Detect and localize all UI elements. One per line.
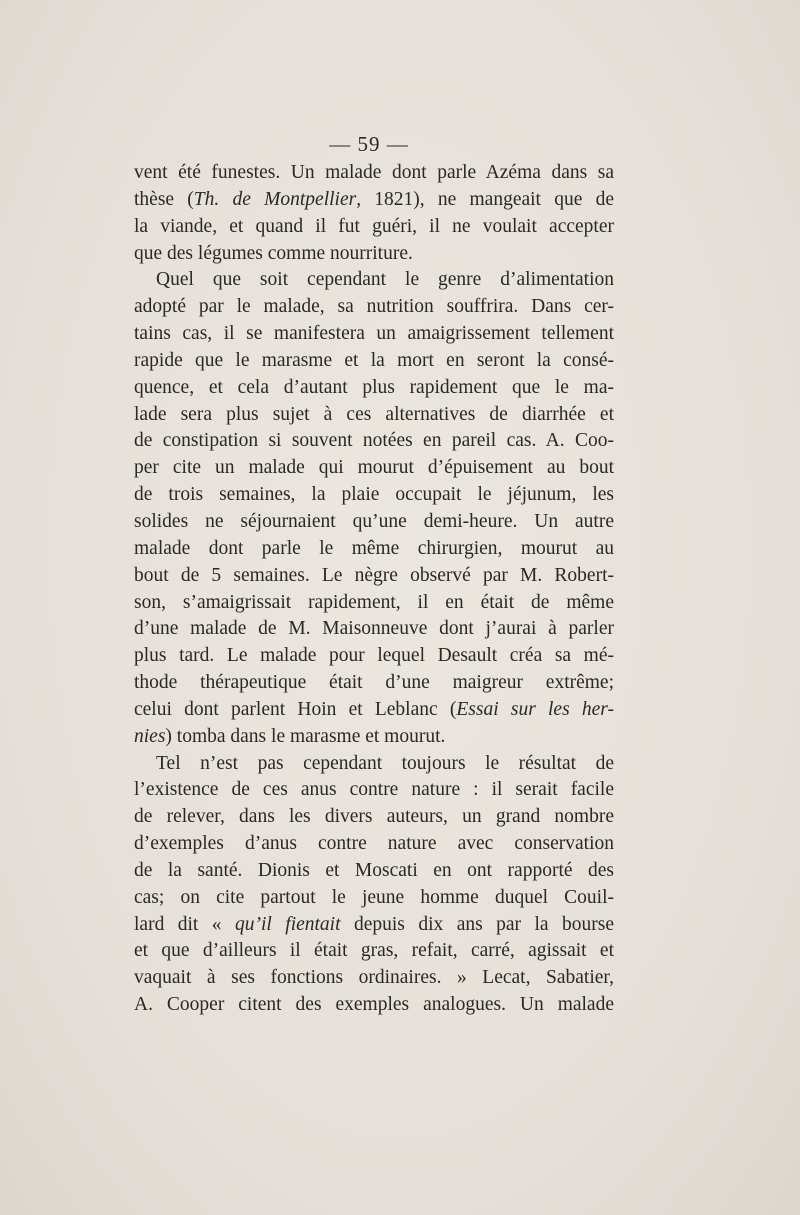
text-line: tains cas, il se manifestera un amaigrissement tellement — [134, 323, 614, 345]
text-line: de constipation si souvent notées en pareil cas. A. Coo- — [134, 430, 614, 452]
text-line: l’existence de ces anus contre nature : il serait facile — [134, 779, 614, 801]
paragraph — [134, 160, 614, 267]
text-line: Quel que soit cependant le genre d’alimentation — [156, 269, 614, 291]
text-line: vaquait à ses fonctions ordinaires. » Lecat, Sabatier, — [134, 967, 614, 989]
text-line: thèse (Th. de Montpellier, 1821), ne mangeait que de — [134, 188, 614, 210]
page-number: — 59 — — [329, 132, 409, 156]
text-line: quence, et cela d’autant plus rapidement que le ma- — [134, 376, 614, 398]
text-line: solides ne séjournaient qu’une demi-heure. Un autre — [134, 510, 614, 532]
text-line: malade dont parle le même chirurgien, mourut au — [134, 537, 614, 559]
text-line: A. Cooper citent des exemples analogues. Un malade — [134, 994, 614, 1016]
text-line: rapide que le marasme et la mort en seront la consé- — [134, 349, 614, 371]
text-line: que des légumes comme nourriture. — [134, 242, 413, 264]
body-text — [134, 160, 614, 1019]
text-line: celui dont parlent Hoin et Leblanc (Essai sur les her- — [134, 698, 614, 720]
text-line: lade sera plus sujet à ces alternatives de diarrhée et — [134, 403, 614, 425]
text-line: Tel n’est pas cependant toujours le résultat de — [156, 752, 614, 774]
text-line: lard dit « qu’il fientait depuis dix ans par la bourse — [134, 913, 614, 935]
text-line: de la santé. Dionis et Moscati en ont rapporté des — [134, 859, 614, 881]
text-line: son, s’amaigrissait rapidement, il en était de même — [134, 591, 614, 613]
italic-text: qu’il fientait — [235, 913, 341, 935]
text-line: cas; on cite partout le jeune homme duquel Couil- — [134, 886, 614, 908]
text-line: de trois semaines, la plaie occupait le jéjunum, les — [134, 484, 614, 506]
text-line: bout de 5 semaines. Le nègre observé par M. Robert- — [134, 564, 614, 586]
text-line: d’une malade de M. Maisonneuve dont j’aurai à parler — [134, 618, 614, 640]
text-line: d’exemples d’anus contre nature avec conservation — [134, 833, 614, 855]
text-line: la viande, et quand il fut guéri, il ne voulait accepter — [134, 215, 614, 237]
text-line: plus tard. Le malade pour lequel Desault créa sa mé- — [134, 645, 614, 667]
text-line: vent été funestes. Un malade dont parle Azéma dans sa — [134, 162, 614, 183]
text-line: nies) tomba dans le marasme et mourut. — [134, 725, 446, 747]
text-line: thode thérapeutique était d’une maigreur extrême; — [134, 672, 614, 694]
italic-text: Th. de Montpellier — [193, 188, 357, 210]
text-line: adopté par le malade, sa nutrition souffrira. Dans cer- — [134, 296, 614, 318]
text-line: de relever, dans les divers auteurs, un grand nombre — [134, 806, 614, 828]
paragraph — [134, 267, 614, 750]
text-line: per cite un malade qui mourut d’épuisement au bout — [134, 457, 614, 479]
text-line: et que d’ailleurs il était gras, refait, carré, agissait et — [134, 940, 614, 962]
italic-text: Essai sur les her- — [456, 698, 614, 720]
paragraph — [134, 751, 614, 1019]
italic-text: nies — [134, 725, 166, 747]
